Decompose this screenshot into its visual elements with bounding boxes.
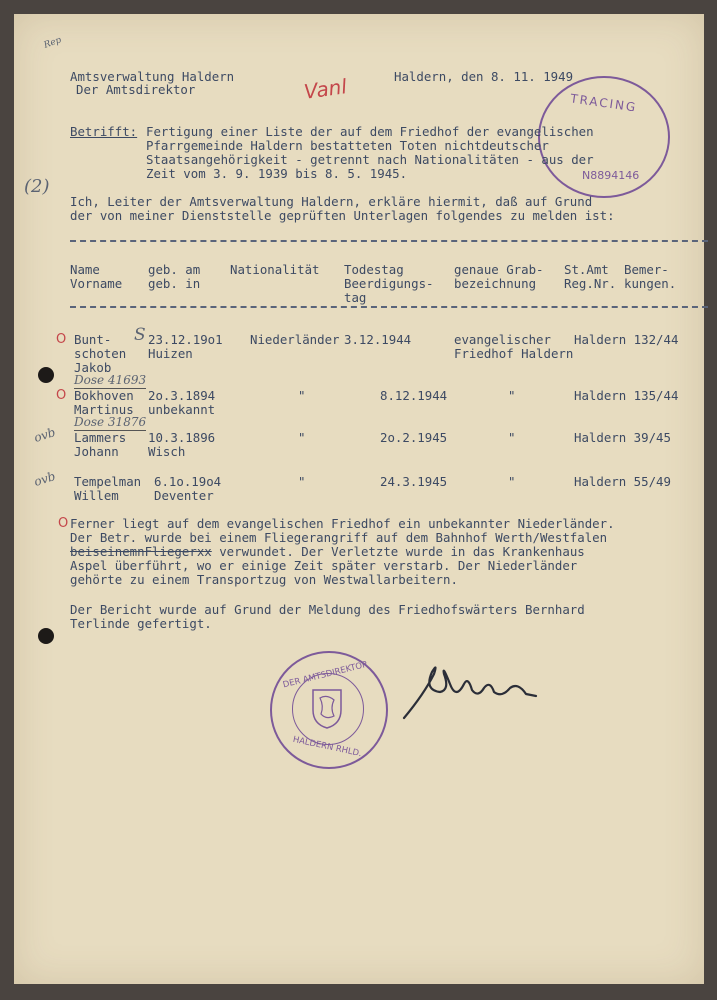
note-marker: O xyxy=(58,516,69,531)
row-registry: Haldern 55/49 xyxy=(574,474,671,489)
coat-of-arms-icon xyxy=(310,686,344,730)
header-grave-2: bezeichnung xyxy=(454,276,537,291)
punch-hole-bottom xyxy=(38,628,54,644)
row-death-date: 8.12.1944 xyxy=(380,388,448,403)
official-seal-bottom: HALDERN RHLD. xyxy=(291,734,363,760)
header-burial-day-2: tag xyxy=(344,290,367,305)
header-nationality: Nationalität xyxy=(230,262,320,277)
closing-line-2: Terlinde gefertigt. xyxy=(70,616,212,631)
row-death-date: 3.12.1944 xyxy=(344,332,412,347)
subject-line-1: Fertigung einer Liste der auf dem Friedhof der evangelischen xyxy=(146,124,594,139)
header-name: Name xyxy=(70,262,100,277)
top-corner-note: Rep xyxy=(42,35,63,51)
row-born-place: Deventer xyxy=(154,488,214,503)
row-grave-cont: Friedhof Haldern xyxy=(454,346,574,361)
note-line-3-text: verwundet. Der Verletzte wurde in das Krankenhaus xyxy=(211,544,585,559)
row-born-date: 6.1o.19o4 xyxy=(154,474,222,489)
intro-line-2: der von meiner Dienststelle geprüften Unterlagen folgendes zu melden ist: xyxy=(70,208,615,223)
row-registry: Haldern 132/44 xyxy=(574,332,679,347)
row-nationality: " xyxy=(298,430,306,445)
row-born-place: Huizen xyxy=(148,346,193,361)
header-registry: St.Amt xyxy=(564,262,609,277)
row-annotation: Dose 31876 xyxy=(74,415,147,429)
header-grave: genaue Grab- xyxy=(454,262,544,277)
note-line-2: Der Betr. wurde bei einem Fliegerangriff auf dem Bahnhof Werth/Westfalen xyxy=(70,530,608,545)
closing-line-1: Der Bericht wurde auf Grund der Meldung des Friedhofswärters Bernhard xyxy=(70,602,585,617)
row-firstname: Johann xyxy=(74,444,119,459)
row-grave: " xyxy=(508,388,516,403)
margin-number: (2) xyxy=(24,176,50,197)
place-date: Haldern, den 8. 11. 1949 xyxy=(394,69,574,84)
tracing-stamp-number: N8894146 xyxy=(582,169,640,182)
header-born-date: geb. am xyxy=(148,262,201,277)
header-remarks: Bemer- xyxy=(624,262,669,277)
row-nationality: Niederländer xyxy=(250,332,340,347)
row-firstname: Willem xyxy=(74,488,119,503)
note-line-3 xyxy=(70,544,585,559)
row-marker: O xyxy=(56,332,67,347)
row-registry: Haldern 135/44 xyxy=(574,388,679,403)
row-name: Lammers xyxy=(74,430,127,445)
subject-line-2: Pfarrgemeinde Haldern bestatteten Toten nichtdeutscher xyxy=(146,138,549,153)
row-born-date: 2o.3.1894 xyxy=(148,388,216,403)
document-page xyxy=(14,14,704,984)
note-line-1: Ferner liegt auf dem evangelischen Friedhof ein unbekannter Niederländer. xyxy=(70,516,615,531)
row-marker: O xyxy=(56,388,67,403)
note-line-5: gehörte zu einem Transportzug von Westwallarbeitern. xyxy=(70,572,458,587)
subject-line-3: Staatsangehörigkeit - getrennt nach Nationalitäten - aus der xyxy=(146,152,594,167)
header-remarks-2: kungen. xyxy=(624,276,677,291)
row-grave: evangelischer xyxy=(454,332,551,347)
subject-line-4: Zeit vom 3. 9. 1939 bis 8. 5. 1945. xyxy=(146,166,408,181)
header-registry-2: Reg.Nr. xyxy=(564,276,617,291)
row-born-date: 10.3.1896 xyxy=(148,430,216,445)
header-firstname: Vorname xyxy=(70,276,123,291)
table-rule-top xyxy=(70,240,708,242)
row-name: Bokhoven xyxy=(74,388,134,403)
header-burial-day: Beerdigungs- xyxy=(344,276,434,291)
row-born-place: unbekannt xyxy=(148,402,216,417)
signature-icon xyxy=(394,654,544,724)
row-firstname: Jakob xyxy=(74,360,112,375)
row-born-place: Wisch xyxy=(148,444,186,459)
row-name-cont: schoten xyxy=(74,346,127,361)
row-death-date: 24.3.1945 xyxy=(380,474,448,489)
header-death-date: Todestag xyxy=(344,262,404,277)
row-grave: " xyxy=(508,430,516,445)
row-grave: " xyxy=(508,474,516,489)
header-born-place: geb. in xyxy=(148,276,201,291)
intro-line-1: Ich, Leiter der Amtsverwaltung Haldern, erkläre hiermit, daß auf Grund xyxy=(70,194,593,209)
table-rule-header xyxy=(70,306,708,308)
row-nationality: " xyxy=(298,388,306,403)
office-name: Amtsverwaltung Haldern xyxy=(70,69,235,84)
punch-hole-top xyxy=(38,367,54,383)
note-line-4: Aspel überführt, wo er einige Zeit später verstarb. Der Niederländer xyxy=(70,558,578,573)
row-annotation: Dose 41693 xyxy=(74,373,147,387)
s-mark: S xyxy=(134,325,146,345)
row-born-date: 23.12.19o1 xyxy=(148,332,223,347)
row-marker: ovb xyxy=(32,425,58,446)
row-firstname: Martinus xyxy=(74,402,134,417)
office-title: Der Amtsdirektor xyxy=(76,82,196,97)
row-name: Bunt- xyxy=(74,332,112,347)
row-registry: Haldern 39/45 xyxy=(574,430,671,445)
row-nationality: " xyxy=(298,474,306,489)
subject-label: Betrifft: xyxy=(70,124,138,139)
row-marker: ovb xyxy=(32,469,58,490)
tracing-stamp-label: TRACING xyxy=(569,91,639,115)
row-death-date: 2o.2.1945 xyxy=(380,430,448,445)
red-pencil-mark: Vanl xyxy=(302,74,349,104)
struck-text: beiseinemnFliegerxx xyxy=(70,544,212,559)
official-seal-top: DER AMTSDIREKTOR xyxy=(281,659,370,691)
row-name: Tempelman xyxy=(74,474,142,489)
